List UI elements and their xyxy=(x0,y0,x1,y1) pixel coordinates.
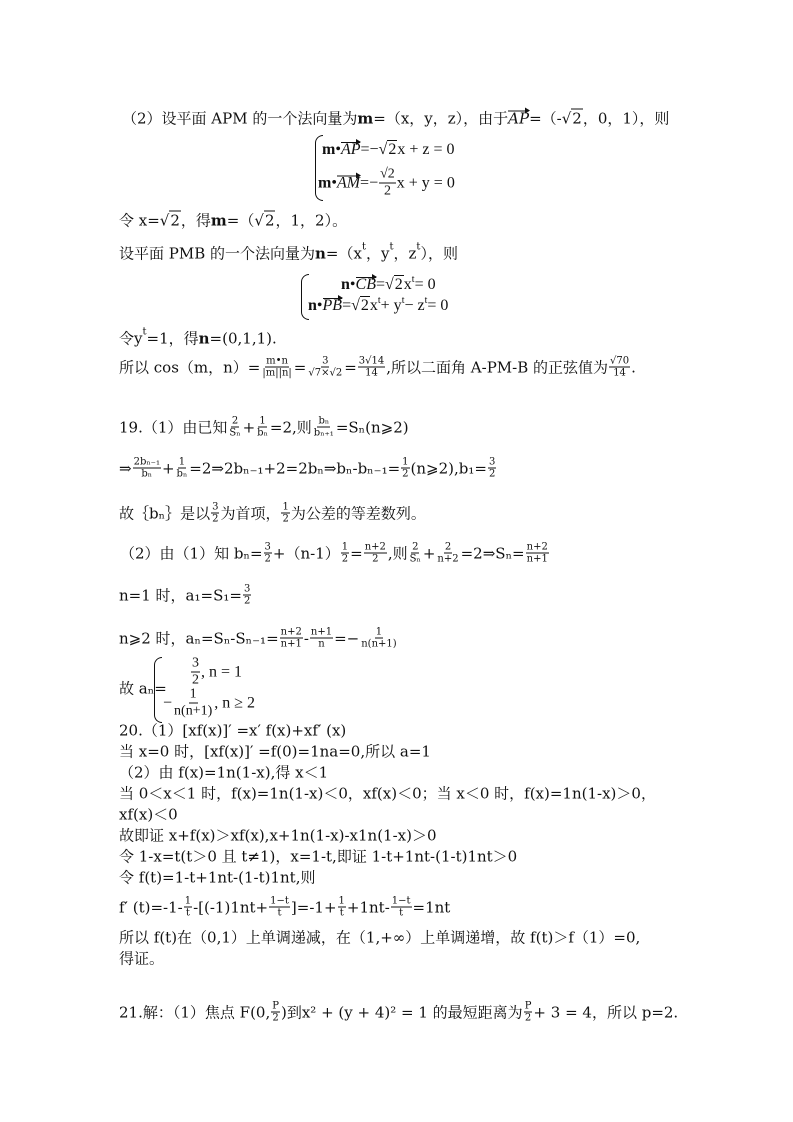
fraction xyxy=(364,542,387,565)
text-run: 令 1-x=t(t＞0 且 t≠1)，x=1-t,即证 1-t+1nt-(1-t)1nt＞0 xyxy=(119,847,518,866)
denominator: t xyxy=(399,907,404,919)
text-run: 故｛bₙ｝是以 xyxy=(119,504,211,523)
vector-symbol: m xyxy=(322,141,336,158)
radicand: 2 xyxy=(360,297,369,314)
text-line xyxy=(119,804,178,825)
square-root xyxy=(351,297,370,315)
text-run: =（x xyxy=(325,244,362,263)
text-line xyxy=(119,927,640,948)
vector-symbol: n xyxy=(341,276,350,293)
numerator: 3 xyxy=(192,655,199,671)
text-run: , n = 1 xyxy=(201,663,243,680)
numerator: 3 xyxy=(243,583,251,595)
numerator: 2bₙ₋₁ xyxy=(133,456,160,468)
denominator: 14 xyxy=(613,367,626,379)
text-run: x xyxy=(369,297,378,314)
fraction xyxy=(271,1001,280,1024)
numerator: 3 xyxy=(264,541,271,553)
square-root xyxy=(379,141,398,159)
fraction xyxy=(360,627,397,650)
text-run: 当 x=0 时，[xf(x)]′ =f(0)=1na=0,所以 a=1 xyxy=(119,742,431,761)
text-line xyxy=(122,108,669,129)
text-run: 得证。 xyxy=(119,949,165,968)
superscript: t xyxy=(401,294,405,306)
radical-sign-icon: √ xyxy=(378,141,388,158)
radicand: 2 xyxy=(264,211,275,229)
text-line xyxy=(119,825,437,846)
text-run: =（- xyxy=(529,109,562,128)
text-run: 令y xyxy=(119,329,143,348)
text-run: = 0 xyxy=(414,276,436,293)
vector-arrow: AM xyxy=(336,174,361,191)
superscript: t xyxy=(411,273,415,285)
numerator: bₙ xyxy=(318,415,330,427)
text-run: 当 0＜x＜1 时，f(x)=1n(1-x)＜0，xf(x)＜0；当 x＜0 时，f(x)=1n(1-x)＞0， xyxy=(119,784,656,803)
text-run: +1nt- xyxy=(346,898,390,916)
denominator: 2 xyxy=(282,513,289,525)
text-run: （2）由 f(x)=1n(1-x),得 x＜1 xyxy=(119,763,329,782)
fraction xyxy=(191,656,200,689)
text-line xyxy=(341,273,436,294)
denominator: t xyxy=(277,907,282,919)
numerator: 1 xyxy=(178,456,186,468)
fraction xyxy=(488,457,496,480)
text-run: ) xyxy=(280,1003,287,1021)
fraction xyxy=(269,896,290,919)
vector-symbol: m xyxy=(210,211,227,229)
vector-symbol: n xyxy=(315,244,326,262)
text-run: n⩾2 时，aₙ=Sₙ-Sₙ₋₁= xyxy=(119,629,279,648)
fraction xyxy=(243,584,251,607)
fraction xyxy=(401,457,409,480)
text-line xyxy=(119,243,458,264)
text-run: = xyxy=(375,276,385,293)
vector-arrow: CB xyxy=(355,276,376,293)
text-run: • xyxy=(316,297,323,314)
text-run: （2）设平面 APM 的一个法向量为 xyxy=(122,109,358,128)
vector-arrow: AP xyxy=(508,109,530,127)
denominator: t xyxy=(185,907,190,919)
text-run: =1，得 xyxy=(146,329,199,348)
text-line xyxy=(119,584,252,607)
text-run: = xyxy=(342,297,352,314)
text-run: − z xyxy=(404,297,425,314)
numerator: n+2 xyxy=(526,541,548,553)
text-run: x xyxy=(403,276,412,293)
superscript: t xyxy=(416,241,421,253)
denominator: 2 xyxy=(212,513,219,525)
square-root xyxy=(254,211,275,229)
numerator: m•n xyxy=(266,355,288,367)
denominator: 2 xyxy=(341,553,349,565)
numerator: 3 xyxy=(322,355,329,367)
numerator: 1−t xyxy=(270,895,289,907)
text-run: n=1 时，a₁=S₁= xyxy=(119,586,242,605)
denominator: 2 xyxy=(192,672,199,688)
text-line xyxy=(119,356,636,379)
text-run: • xyxy=(335,141,341,158)
text-line xyxy=(120,542,550,565)
denominator: Sₙ xyxy=(409,553,421,565)
system-brace-apm xyxy=(315,135,323,201)
denominator: n(n+1) xyxy=(174,703,213,719)
text-run: = xyxy=(344,358,357,376)
denominator: 14 xyxy=(365,367,378,379)
text-run: 故即证 x+f(x)＞xf(x),x+1n(1-x)-x1n(1-x)＞0 xyxy=(119,826,437,845)
radical-sign-icon: √ xyxy=(385,276,394,293)
text-run: = xyxy=(293,358,307,376)
denominator: n xyxy=(318,638,325,650)
text-line xyxy=(119,627,399,650)
fraction xyxy=(173,687,213,720)
numerator: 1−t xyxy=(391,895,411,907)
fraction xyxy=(436,542,459,565)
fraction xyxy=(338,896,346,919)
numerator: 1 xyxy=(282,501,289,513)
denominator: 2 xyxy=(243,595,251,607)
denominator: √7×√2 xyxy=(308,367,343,379)
fraction xyxy=(176,457,189,480)
text-run: ，得 xyxy=(180,211,211,230)
text-line xyxy=(119,416,409,439)
text-run: +（n-1） xyxy=(272,544,340,563)
numerator: n+1 xyxy=(310,626,333,638)
fraction xyxy=(609,356,630,379)
text-line xyxy=(119,328,277,349)
numerator: √70 xyxy=(610,355,630,367)
vector-symbol: n xyxy=(308,297,317,314)
fraction xyxy=(524,1001,533,1024)
numerator: 2 xyxy=(444,541,452,553)
text-line xyxy=(119,867,315,888)
radical-sign-icon: √ xyxy=(254,211,264,229)
fraction xyxy=(261,356,292,379)
numerator: 2 xyxy=(412,541,419,553)
text-line xyxy=(119,741,431,762)
superscript: t xyxy=(424,294,428,306)
numerator: 1 xyxy=(338,895,345,907)
text-line xyxy=(119,457,497,480)
text-run: =（x，y，z），由于 xyxy=(373,109,509,128)
vector-symbol: m xyxy=(318,174,332,191)
fraction xyxy=(391,896,412,919)
text-run: = xyxy=(350,544,363,562)
denominator: n+2 xyxy=(437,553,459,565)
numerator: 1 xyxy=(402,456,409,468)
square-root xyxy=(385,276,404,294)
text-run: ，1，2）。 xyxy=(275,211,348,230)
text-line xyxy=(308,294,449,315)
fraction xyxy=(307,356,343,379)
text-run: - xyxy=(303,629,309,647)
denominator: t xyxy=(339,907,344,919)
text-run: + xyxy=(161,459,175,477)
text-run: x + y = 0 xyxy=(396,174,455,191)
denominator: Sₙ xyxy=(229,427,241,439)
text-run: =− xyxy=(360,174,379,191)
denominator: 2 xyxy=(372,553,379,565)
fraction xyxy=(281,502,289,525)
denominator: bₙ₊₁ xyxy=(313,427,334,439)
vector-arrow: AP xyxy=(340,141,361,158)
text-line xyxy=(119,210,347,231)
text-run: -[(-1)1nt+ xyxy=(193,898,269,916)
denominator: |m||n| xyxy=(262,367,292,379)
fraction xyxy=(184,896,192,919)
text-run: 所以 f(t)在（0,1）上单调递减，在（1,+∞）上单调递增，故 f(t)＞f（1）=0, xyxy=(119,928,641,947)
text-run: 21.解：（1）焦点 F xyxy=(119,1003,251,1022)
text-run: ⇒ xyxy=(119,459,132,477)
text-line xyxy=(190,656,242,689)
text-run: 令 f(t)=1-t+1nt-(1-t)1nt,则 xyxy=(119,868,316,887)
text-run: ,所以二面角 A-PM-B 的正弦值为 xyxy=(386,358,608,377)
text-run: 到x² + (y + 4)² = 1 的最短距离为 xyxy=(286,1003,523,1022)
fraction xyxy=(341,542,349,565)
radical-sign-icon: √ xyxy=(561,109,572,127)
text-run: 故 aₙ= xyxy=(119,679,167,698)
numerator: n+2 xyxy=(280,626,302,638)
denominator: n(n+1) xyxy=(361,638,397,650)
text-run: 19.（1）由已知 xyxy=(119,418,228,437)
text-run: =Sₙ(n⩾2) xyxy=(335,418,409,436)
radicand: 2 xyxy=(394,276,403,293)
fraction xyxy=(379,167,396,200)
text-line xyxy=(119,948,164,969)
numerator: n+2 xyxy=(364,541,386,553)
fraction xyxy=(526,542,549,565)
radicand: 2 xyxy=(170,211,180,229)
text-line xyxy=(119,720,346,741)
denominator: 2 xyxy=(383,183,391,199)
denominator: 2 xyxy=(272,1012,279,1024)
fraction xyxy=(313,416,335,439)
denominator: n+1 xyxy=(526,553,548,565)
numerator: √2 xyxy=(380,166,395,182)
fraction xyxy=(211,502,219,525)
text-run: + y xyxy=(380,297,402,314)
text-run: ]=-1+ xyxy=(290,898,337,916)
text-run: x + z = 0 xyxy=(397,141,455,158)
numerator: 1 xyxy=(341,541,349,553)
denominator: 2 xyxy=(264,553,271,565)
text-line xyxy=(119,783,656,804)
denominator: n+1 xyxy=(280,638,302,650)
text-line xyxy=(163,687,255,720)
text-run: =1nt xyxy=(412,898,451,916)
text-line xyxy=(119,1001,678,1024)
text-run: + xyxy=(242,418,256,436)
square-root xyxy=(160,211,181,229)
denominator: bₙ xyxy=(176,468,188,480)
fraction xyxy=(228,416,241,439)
text-run: ，y xyxy=(365,244,390,263)
text-run: + 3 = 4，所以 p=2. xyxy=(533,1003,679,1022)
denominator: 2 xyxy=(524,1012,532,1024)
square-root xyxy=(562,109,583,127)
text-run: 为公差的等差数列。 xyxy=(290,504,426,523)
numerator: P xyxy=(272,1000,279,1012)
text-run: ），则 xyxy=(420,244,458,263)
text-run: (0, xyxy=(250,1003,271,1021)
text-run: ,则 xyxy=(387,544,408,563)
text-run: （2）由（1）知 bₙ= xyxy=(120,544,263,563)
text-run: =2⇒Sₙ= xyxy=(460,544,525,562)
text-run: =− xyxy=(360,141,379,158)
denominator: 2 xyxy=(488,468,496,480)
text-run: 为首项， xyxy=(220,504,281,523)
text-line xyxy=(119,762,328,783)
fraction xyxy=(280,627,303,650)
text-run: =2,则 xyxy=(269,418,312,437)
text-run: f′ (t)=-1- xyxy=(119,898,183,916)
vector-arrow: PB xyxy=(322,297,343,314)
text-run: =（ xyxy=(226,211,255,230)
superscript: t xyxy=(389,241,394,253)
text-line xyxy=(119,502,426,525)
piecewise-brace-an xyxy=(154,657,162,723)
text-run: − xyxy=(163,694,173,711)
fraction xyxy=(358,356,385,379)
text-run: • xyxy=(331,174,337,191)
denominator: 2 xyxy=(402,468,409,480)
fraction xyxy=(256,416,269,439)
radicand: 2 xyxy=(572,109,582,127)
text-run: ，0，1），则 xyxy=(582,109,670,128)
text-run: . xyxy=(631,358,636,376)
text-run: =− xyxy=(334,629,360,647)
numerator: 3 xyxy=(488,456,496,468)
text-run: 设平面 PMB 的一个法向量为 xyxy=(119,244,316,263)
numerator: 1 xyxy=(184,895,192,907)
superscript: t xyxy=(361,241,366,253)
text-run: =(0,1,1). xyxy=(209,329,277,347)
text-line xyxy=(322,141,454,159)
text-line xyxy=(318,167,455,200)
numerator: 3√14 xyxy=(358,355,385,367)
numerator: 1 xyxy=(259,415,266,427)
numerator: P xyxy=(524,1000,532,1012)
numerator: 2 xyxy=(231,415,239,427)
fraction xyxy=(409,542,422,565)
text-run: • xyxy=(349,276,356,293)
text-run: xf(x)＜0 xyxy=(119,805,178,824)
fraction xyxy=(310,627,333,650)
text-run: 所以 cos（m，n）= xyxy=(119,358,261,377)
system-brace-pmb xyxy=(301,274,309,320)
fraction xyxy=(264,542,272,565)
text-line xyxy=(119,846,517,867)
text-run: , n ≥ 2 xyxy=(214,694,256,711)
text-run: =2⇒2bₙ₋₁+2=2bₙ⇒bₙ-bₙ₋₁= xyxy=(189,459,401,477)
numerator: 1 xyxy=(375,626,383,638)
denominator: bₙ xyxy=(141,468,153,480)
text-run: (n⩾2),b₁= xyxy=(410,459,487,477)
text-run: 20.（1）[xf(x)]′ =x′ f(x)+xf′ (x) xyxy=(119,721,347,740)
numerator: 1 xyxy=(189,686,197,702)
text-run: = 0 xyxy=(427,297,449,314)
text-run: 令 x= xyxy=(119,211,160,230)
text-run: ，z xyxy=(393,244,417,263)
vector-symbol: m xyxy=(357,109,374,127)
superscript: t xyxy=(142,326,147,338)
numerator: 3 xyxy=(212,501,219,513)
text-line xyxy=(119,896,450,919)
fraction xyxy=(133,457,161,480)
denominator: bₙ xyxy=(257,427,268,439)
radical-sign-icon: √ xyxy=(159,211,170,229)
superscript: t xyxy=(377,294,381,306)
radicand: 2 xyxy=(388,141,397,158)
text-run: + xyxy=(422,544,436,562)
vector-symbol: n xyxy=(198,329,210,347)
radical-sign-icon: √ xyxy=(351,297,360,314)
